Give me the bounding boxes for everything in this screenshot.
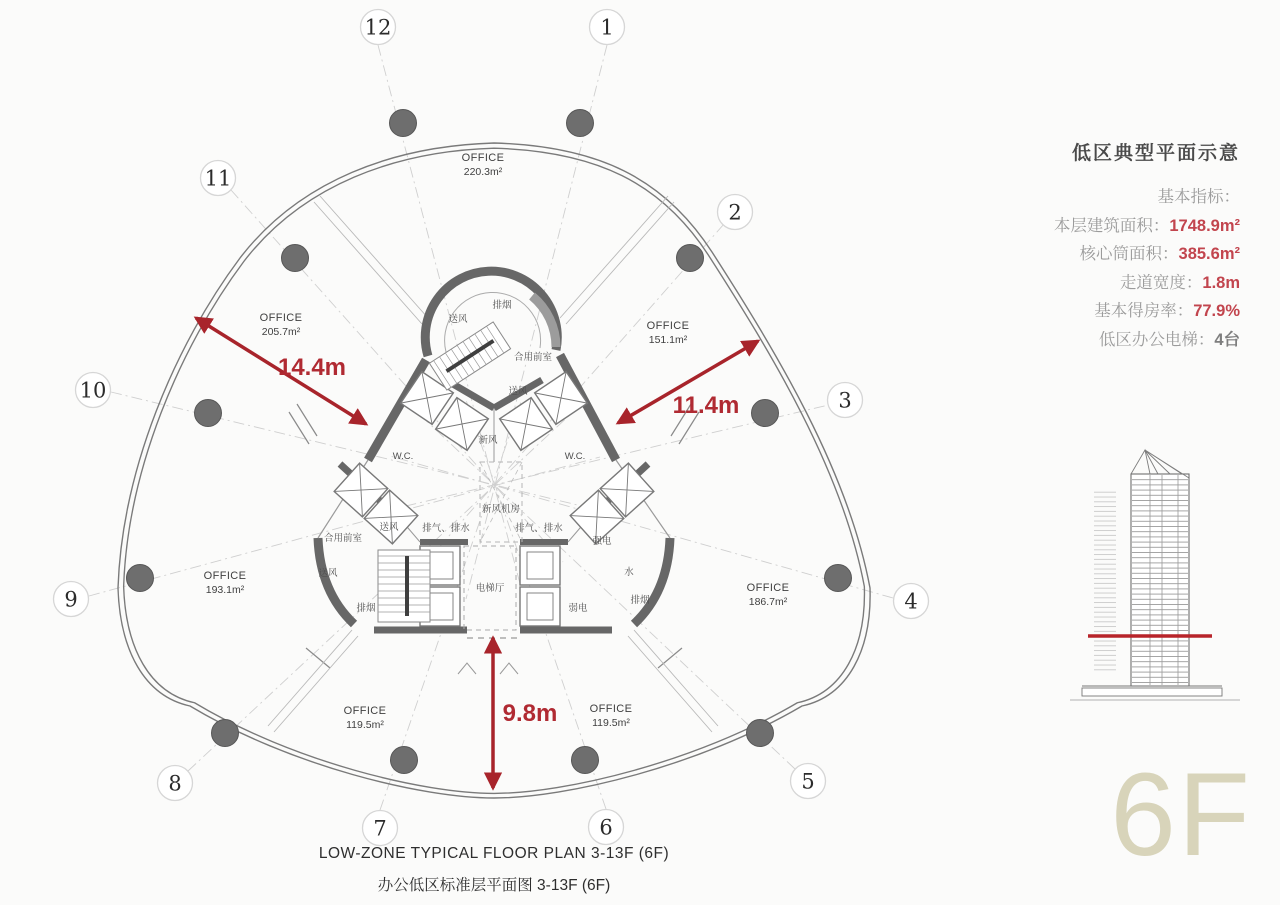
panel-row: [940, 326, 1240, 355]
office-label: OFFICE: [589, 703, 633, 715]
room-label-exhaust-drain: 排气、排水: [422, 523, 470, 534]
panel-label: 基本得房率：: [1094, 302, 1194, 320]
office-area: 220.3m²: [463, 166, 503, 178]
room-label-air-supply: 送风: [379, 522, 399, 533]
panel-label: 低区办公电梯：: [1098, 330, 1215, 349]
floor-badge: 6F: [1110, 749, 1252, 881]
panel-value: 1748.9m²: [1169, 216, 1240, 235]
grid-number: 5: [801, 769, 815, 794]
info-panel: [940, 138, 1240, 354]
room-label-smoke-exhaust: 排烟: [492, 300, 512, 311]
caption-english: LOW-ZONE TYPICAL FLOOR PLAN 3-13F (6F): [318, 845, 670, 862]
caption-chinese: 办公低区标准层平面图 3-13F (6F): [377, 877, 611, 894]
room-label-air-supply: 送风: [508, 386, 528, 397]
grid-number: 3: [838, 388, 852, 413]
room-label-smoke-exhaust: 排烟: [356, 603, 376, 614]
grid-bubble: [361, 10, 396, 45]
panel-value: 385.6m²: [1178, 245, 1240, 263]
panel-label: 本层建筑面积：: [1053, 216, 1170, 235]
grid-number: 8: [168, 771, 182, 796]
room-label-exhaust-drain: 排气、排水: [515, 523, 563, 534]
room-label-shared-lobby: 合用前室: [513, 352, 553, 363]
grid-bubble: [589, 810, 624, 845]
grid-bubble: [76, 373, 111, 408]
grid-bubble: [718, 195, 753, 230]
office-area: 151.1m²: [648, 334, 688, 346]
dashed-rooms: [464, 462, 522, 630]
panel-value: 4台: [1214, 330, 1240, 349]
office-area: 205.7m²: [261, 326, 301, 338]
grid-number: 7: [373, 816, 387, 841]
entrance-marks: [458, 663, 518, 674]
dimension-arrows: [196, 318, 758, 788]
office-area: 119.5m²: [346, 719, 384, 731]
grid-number: 9: [64, 587, 78, 612]
panel-value: 1.8m: [1202, 273, 1240, 292]
office-area: 119.5m²: [592, 717, 630, 729]
grid-bubble: [363, 811, 398, 846]
panel-row: [940, 297, 1240, 326]
room-label-wc: W.C.: [564, 451, 586, 462]
stair-upper: [429, 322, 510, 390]
panel-title: 低区典型平面示意: [1071, 143, 1240, 164]
grid-number: 12: [364, 15, 392, 40]
panel-row: [940, 269, 1240, 298]
panel-label: 基本指标：: [1157, 188, 1240, 206]
panel-label: 核心筒面积：: [1079, 245, 1179, 263]
panel-label: 走道宽度：: [1119, 273, 1203, 292]
room-label-high-voltage: 强电: [592, 536, 612, 547]
room-label-fresh-air-plant: 新风机房: [481, 504, 521, 515]
grid-number: 11: [204, 166, 232, 191]
building-elevation: [1070, 450, 1240, 700]
panel-value: 77.9%: [1193, 302, 1240, 320]
room-label-water: 水: [624, 567, 634, 578]
dimension-label-9-8m: 9.8m: [502, 700, 558, 727]
room-label-smoke-exhaust: 排烟: [630, 595, 650, 606]
room-label-low-voltage: 弱电: [568, 603, 588, 614]
grid-bubbles: [54, 10, 929, 846]
dimension-label-14-4m: 14.4m: [277, 354, 347, 381]
office-label: OFFICE: [646, 320, 690, 332]
grid-number: 2: [728, 200, 742, 225]
grid-number: 1: [600, 15, 614, 40]
grid-number: 4: [904, 589, 918, 614]
stair-lower: [378, 550, 430, 622]
grid-bubble: [828, 383, 863, 418]
room-label-shared-lobby: 合用前室: [323, 533, 363, 544]
grid-bubble: [201, 161, 236, 196]
office-label: OFFICE: [461, 152, 505, 164]
grid-number: 6: [599, 815, 613, 840]
room-label-air-supply: 送风: [318, 568, 338, 579]
grid-bubble: [894, 584, 929, 619]
level-label-ticks: [1092, 488, 1122, 673]
podium: [1082, 688, 1222, 696]
dimension-label-11-4m: 11.4m: [672, 392, 740, 419]
office-label: OFFICE: [203, 570, 247, 582]
office-label: OFFICE: [259, 312, 303, 324]
office-area: 186.7m²: [748, 596, 788, 608]
office-label: OFFICE: [343, 705, 387, 717]
room-label-elevator-hall: 电梯厅: [475, 583, 505, 594]
grid-bubble: [590, 10, 625, 45]
grid-number: 10: [79, 378, 107, 403]
room-label-air-supply: 送风: [448, 314, 468, 325]
panel-row: [940, 212, 1240, 241]
panel-row: [940, 183, 1240, 212]
office-label: OFFICE: [746, 582, 790, 594]
grid-bubble: [158, 766, 193, 801]
panel-row: [940, 240, 1240, 269]
grid-bubble: [54, 582, 89, 617]
room-label-fresh-air: 新风: [478, 435, 498, 446]
room-label-wc: W.C.: [392, 451, 414, 462]
office-area: 193.1m²: [205, 584, 245, 596]
grid-bubble: [791, 764, 826, 799]
